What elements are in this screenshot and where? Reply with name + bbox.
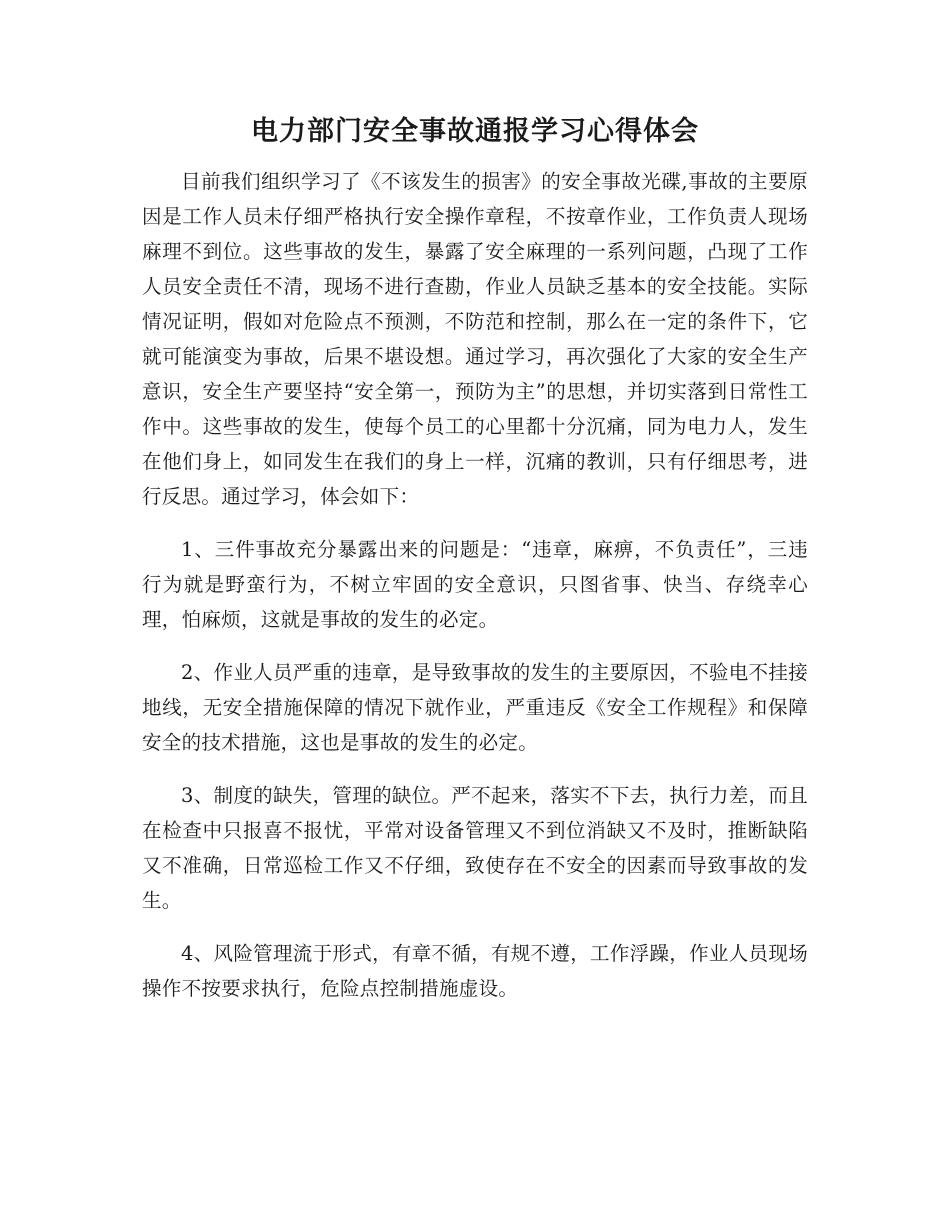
document-title: 电力部门安全事故通报学习心得体会 bbox=[251, 116, 699, 147]
paragraph-point-1: 1、三件事故充分暴露出来的问题是：“违章，麻痹，不负责任”，三违行为就是野蛮行为，不树立牢固的安全意识，只图省事、快当、存绕幸心理，怕麻烦，这就是事故的发生的必定。 bbox=[142, 538, 808, 631]
paragraph-intro: 目前我们组织学习了《不该发生的损害》的安全事故光碟,事故的主要原因是工作人员未仔细严格执行安全操作章程，不按章作业，工作负责人现场麻理不到位。这些事故的发生，暴露了安全麻理的一系列问题，凸现了工作人员安全责任不清，现场不进行查勘，作业人员缺乏基本的安全技能。实际情况证明，假如对危险点不预测，不防范和控制，那么在一定的条件下，它就可能演变为事故，后果不堪设想。通过学习，再次强化了大家的安全生产意识，安全生产要坚持“安全第一，预防为主”的思想，并切实落到日常性工作中。这些事故的发生，使每个员工的心里都十分沉痛，同为电力人，发生在他们身上，如同发生在我们的身上一样，沉痛的教训，只有仔细思考，进行反思。通过学习，体会如下： bbox=[142, 170, 808, 508]
paragraph-point-2: 2、作业人员严重的违章，是导致事故的发生的主要原因，不验电不挂接地线，无安全措施保障的情况下就作业，严重违反《安全工作规程》和保障安全的技术措施，这也是事故的发生的必定。 bbox=[142, 661, 808, 754]
paragraph-point-3: 3、制度的缺失，管理的缺位。严不起来，落实不下去，执行力差，而且在检查中只报喜不报忧，平常对设备管理又不到位消缺又不及时，推断缺陷又不准确，日常巡检工作又不仔细，致使存在不安全的因素而导致事故的发生。 bbox=[142, 784, 808, 912]
document-body bbox=[142, 164, 808, 1006]
paragraph-point-4: 4、风险管理流于形式，有章不循，有规不遵，工作浮躁，作业人员现场操作不按要求执行，危险点控制措施虚设。 bbox=[142, 942, 808, 1000]
